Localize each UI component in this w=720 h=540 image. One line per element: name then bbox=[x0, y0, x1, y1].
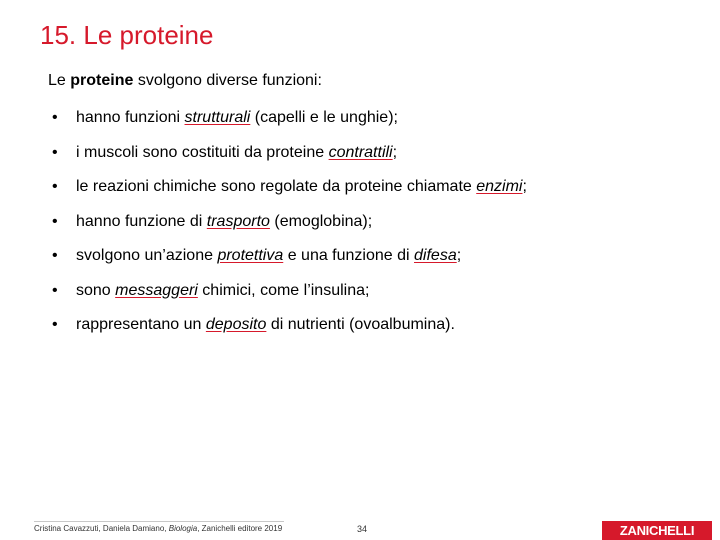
list-item-text: svolgono un’azione protettiva e una funzione di difesa; bbox=[76, 247, 462, 264]
page-number: 34 bbox=[357, 524, 368, 534]
list-item-text: le reazioni chimiche sono regolate da proteine chiamate enzimi; bbox=[76, 178, 527, 195]
slide-title: 15. Le proteine bbox=[40, 20, 214, 50]
bullet-icon: • bbox=[52, 178, 58, 195]
keyword: trasporto bbox=[206, 212, 270, 230]
zanichelli-logo: ZANICHELLI bbox=[602, 521, 712, 540]
bullet-icon: • bbox=[52, 316, 58, 333]
list-item-text: hanno funzioni strutturali (capelli e le unghie); bbox=[76, 109, 398, 126]
list-item-text: rappresentano un deposito di nutrienti (ovoalbumina). bbox=[76, 316, 455, 333]
keyword: contrattili bbox=[328, 143, 393, 161]
keyword: deposito bbox=[205, 316, 267, 333]
list-item-text: hanno funzione di trasporto (emoglobina); bbox=[76, 212, 373, 230]
list-item-text: i muscoli sono costituiti da proteine contrattili; bbox=[76, 143, 398, 161]
intro-pre: Le bbox=[48, 72, 71, 89]
keyword: difesa bbox=[414, 247, 457, 264]
intro-sentence bbox=[48, 72, 322, 90]
bullet-icon: • bbox=[52, 212, 58, 230]
keyword: strutturali bbox=[184, 109, 251, 126]
bullet-icon: • bbox=[52, 109, 58, 126]
list-item-text: sono messaggeri chimici, come l’insulina; bbox=[76, 281, 370, 299]
footer-divider bbox=[34, 521, 284, 522]
keyword: protettiva bbox=[217, 247, 284, 264]
intro-post: svolgono diverse funzioni: bbox=[133, 72, 322, 89]
keyword: enzimi bbox=[476, 178, 523, 195]
bullet-icon: • bbox=[52, 247, 58, 264]
bullet-icon: • bbox=[52, 281, 58, 299]
bullet-icon: • bbox=[52, 143, 58, 161]
intro-bold: proteine bbox=[70, 72, 134, 89]
footer-credit: Cristina Cavazzuti, Daniela Damiano, Biologia, Zanichelli editore 2019 bbox=[34, 524, 283, 533]
keyword: messaggeri bbox=[115, 281, 198, 299]
